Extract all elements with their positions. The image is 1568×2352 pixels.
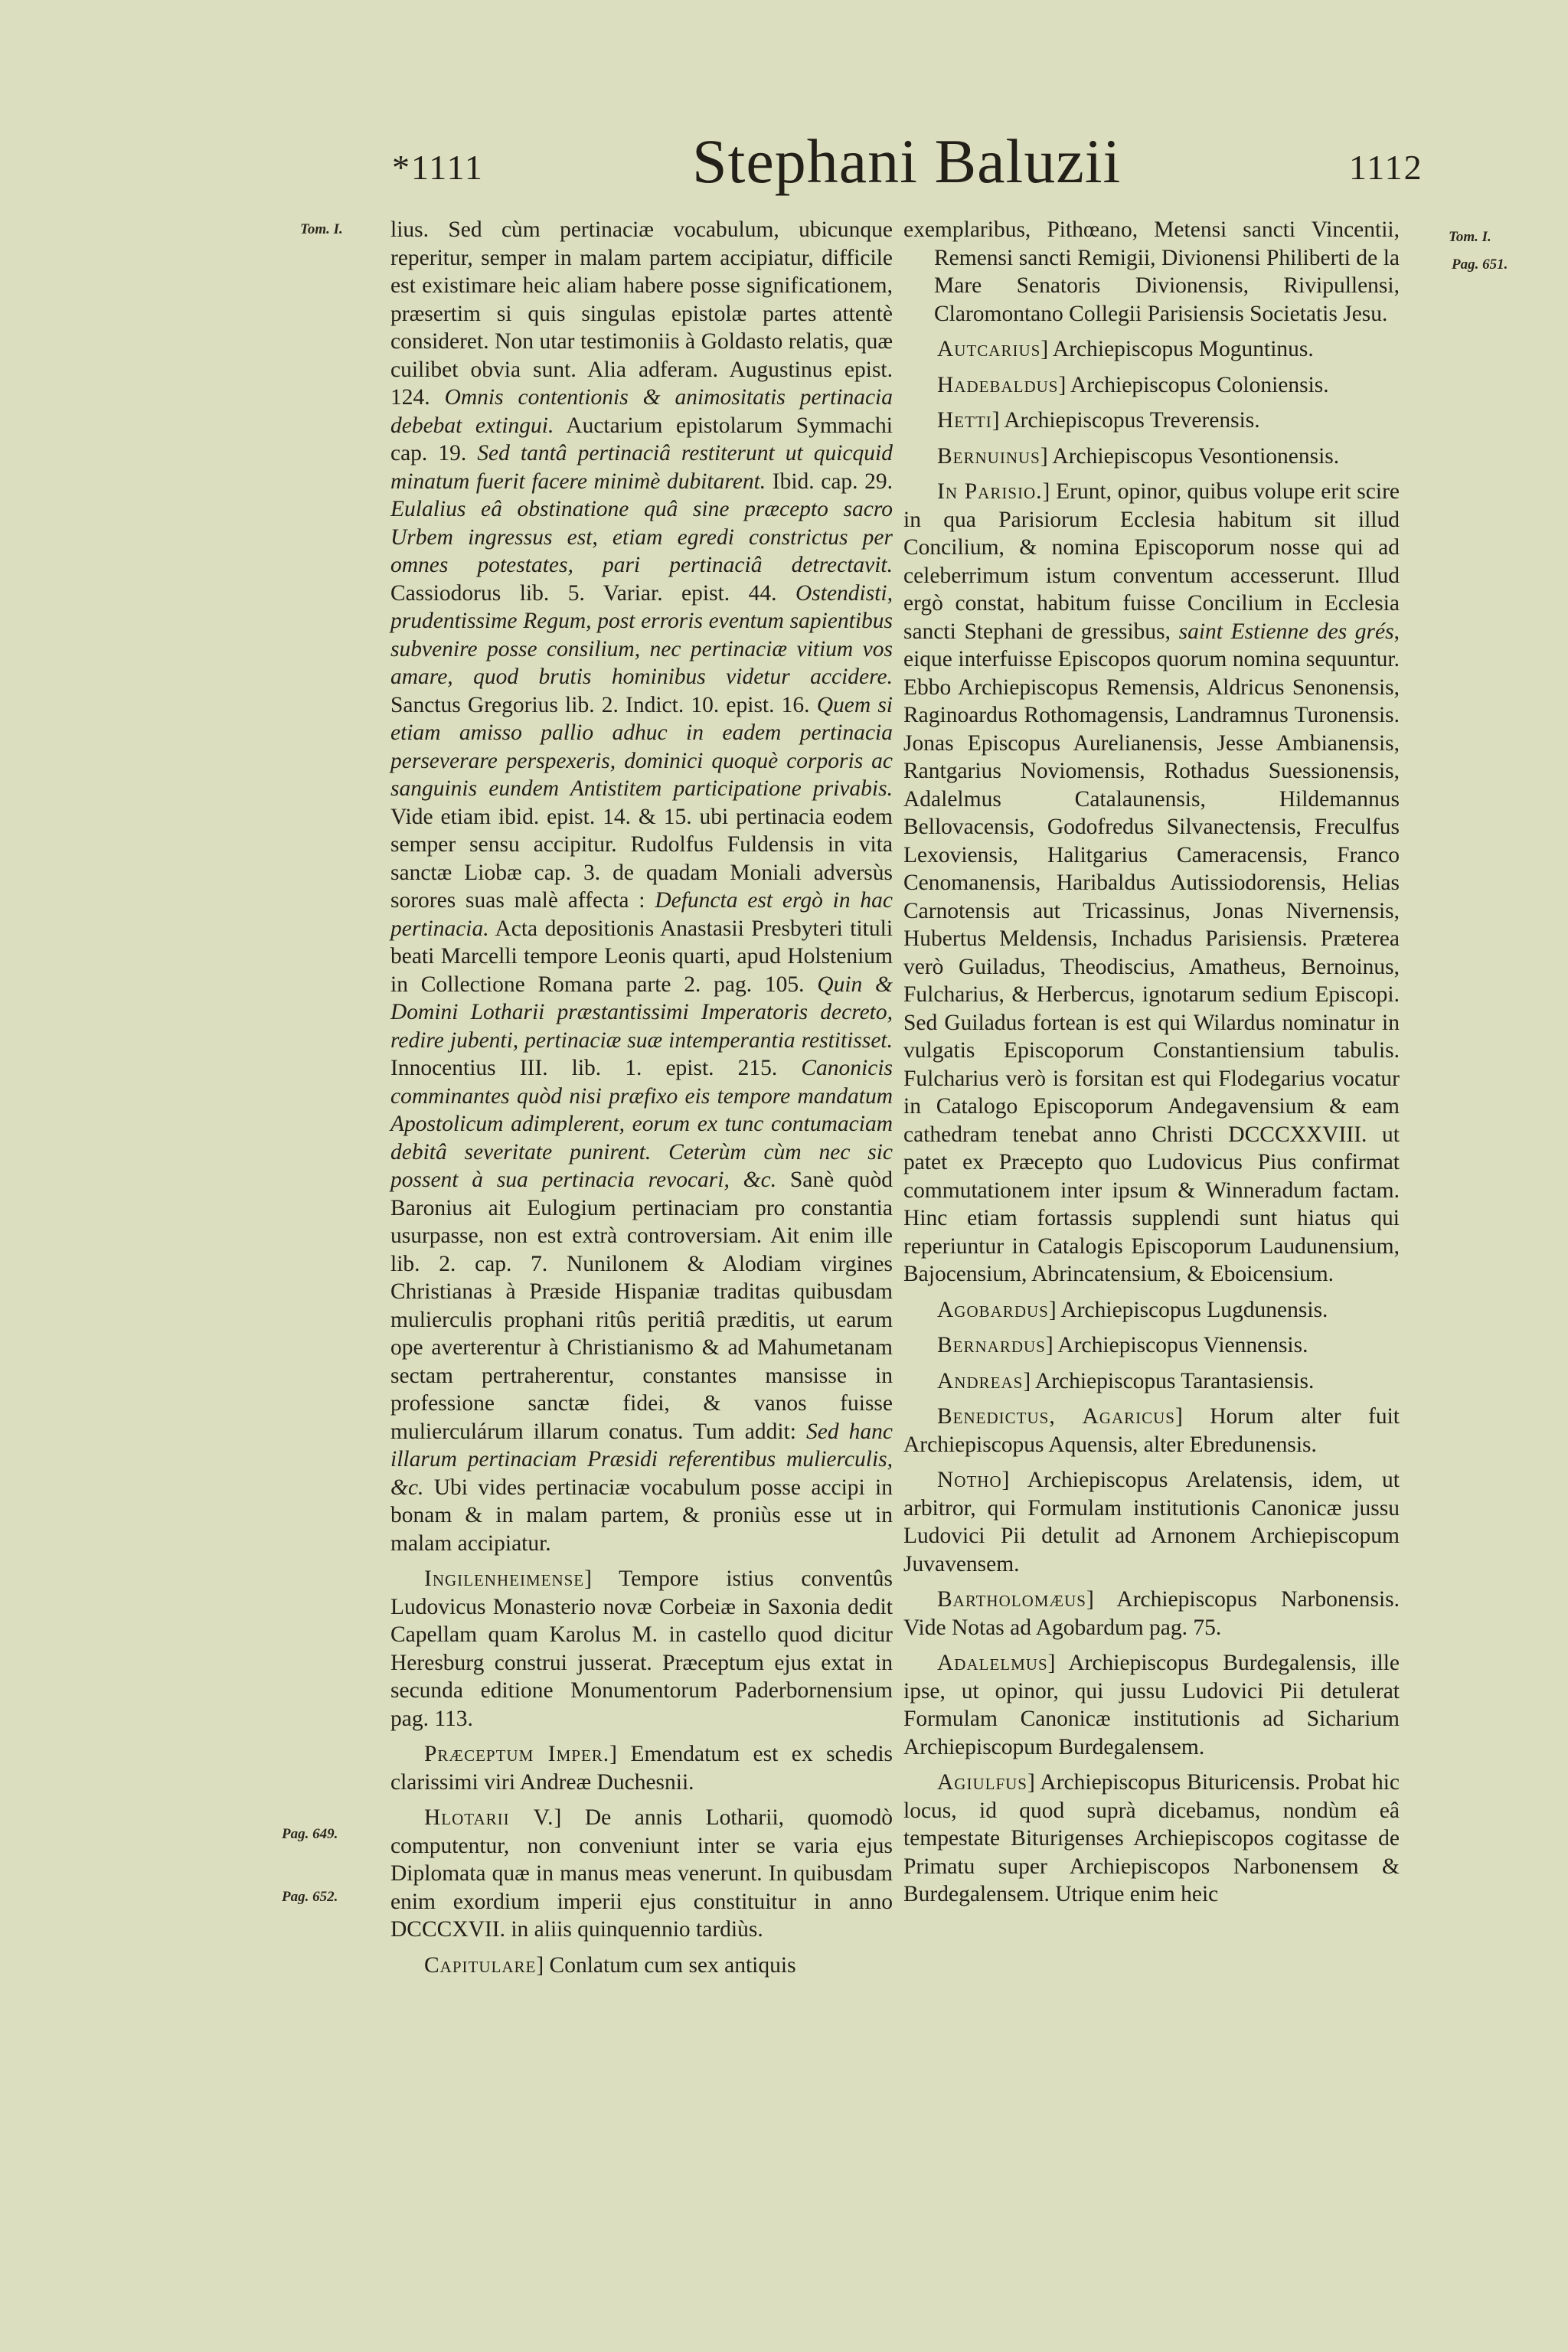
- entry-lemma: Benedictus, Agaricus: [937, 1404, 1175, 1429]
- body-paragraph: lius. Sed cùm pertinaciæ vocabulum, ubicunque reperitur, semper in malam partem accipiatur, difficile est existimare heic aliam habere posse significationem, præsertim si quis singulas epistolæ partes attentè consideret. Non utar testimoniis à Goldasto relatis, quæ cuilibet obvia sunt. Alia adferam. Augustinus epist. 124. Omnis contentionis & animositatis pertinacia debebat extingui. Auctarium epistolarum Symmachi cap. 19. Sed tantâ pertinaciâ restiterunt ut quicquid minatum fuerit facere minimè dubitarent. Ibid. cap. 29. Eulalius eâ obstinatione quâ sine præcepto sacro Urbem ingressus est, etiam egredi constrictus per omnes potestates, pari pertinaciâ detrectavit. Cassiodorus lib. 5. Variar. epist. 44. Ostendisti, prudentissime Regum, post erroris eventum sapientibus subvenire posse consilium, nec pertinaciæ vitium vos amare, quod brutis hominibus videtur accidere. Sanctus Gregorius lib. 2. Indict. 10. epist. 16. Quem si etiam amisso pallio adhuc in eadem pertinacia perseverare perspexeris, dominici quoquè corporis ac sanguinis eundem Antistitem participatione privabis. Vide etiam ibid. epist. 14. & 15. ubi pertinacia eodem semper sensu accipitur. Rudolfus Fuldensis in vita sanctæ Liobæ cap. 3. de quadam Moniali adversùs sorores suas malè affecta : Defuncta est ergò in hac pertinacia. Acta depositionis Anastasii Presbyteri tituli beati Marcelli tempore Leonis quarti, apud Holstenium in Collectione Romana parte 2. pag. 105. Quin & Domini Lotharii præstantissimi Imperatoris decreto, redire jubenti, pertinaciæ suæ intemperantia restitisset. Innocentius III. lib. 1. epist. 215. Canonicis comminantes quòd nisi præfixo eis tempore mandatum Apostolicum adimplerent, eorum ex tunc contumaciam debitâ severitate punirent. Ceterùm cùm nec sic possent à sua pertinacia revocari, &c. Sanè quòd Baronius ait Eulogium pertinaciam pro constantia usurpasse, non est extrà controversiam. Ait enim ille lib. 2. cap. 7. Nunilonem & Alodiam virgines Christianas à Præside Hispaniæ traditas quibusdam mulierculis prophani ritûs peritiâ præditis, ut earum ope averterentur à Christianismo & ad Mahumetanam sectam pertraherentur, constantes mansisse in professione sanctæ fidei, & vanos fuisse mulierculárum illarum conatus. Tum addit: Sed hanc illarum pertinaciam Præsidi referentibus mulierculis, &c. Ubi vides pertinaciæ vocabulum posse accipi in bonam & in malam partem, & proniùs esse ut in malam accipiatur.: [390, 217, 893, 1556]
- note-entry: Agiulfus] Archiepiscopus Bituricensis. Probat hic locus, id quod suprà dicebamus, nondùm eâ tempestate Biturigenses Archiepiscopos cogitasse de Primatu super Archiepiscopos Narbonensem & Burdegalensem. Utrique enim heic: [903, 1770, 1400, 1906]
- entry-lemma: Bernardus: [937, 1333, 1046, 1357]
- entry-lemma: Hetti: [937, 408, 992, 433]
- note-entry: Bernardus] Archiepiscopus Viennensis.: [937, 1333, 1308, 1357]
- entry-lemma: In Parisio.: [937, 479, 1043, 504]
- entry-lemma: Autcarius: [937, 337, 1041, 361]
- note-entry: Ingilenheimense] Tempore istius conventûs Ludovicus Monasterio novæ Corbeiæ in Saxonia dedit Capellam quam Karolus M. in castello quod dicitur Heresburg construi jusserat. Præceptum ejus extat in secunda editione Monumentorum Paderbornensium pag. 113.: [390, 1566, 893, 1731]
- margin-page-ref-right: Pag. 651.: [1452, 256, 1508, 273]
- entry-lemma: Bartholomæus: [937, 1587, 1086, 1612]
- note-entry: Notho] Archiepiscopus Arelatensis, idem, ut arbitror, qui Formulam institutionis Canonicæ jussu Ludovici Pii detulit ad Arnonem Archiepiscopum Juvavensem.: [903, 1468, 1400, 1576]
- entry-lemma: Ingilenheimense: [424, 1566, 585, 1591]
- entry-lemma: Bernuinus: [937, 443, 1040, 469]
- note-entry: Præceptum Imper.] Emendatum est ex schedis clarissimi viri Andreæ Duchesnii.: [390, 1742, 893, 1795]
- note-entry: Hadebaldus] Archiepiscopus Coloniensis.: [937, 372, 1329, 397]
- note-entry: Adalelmus] Archiepiscopus Burdegalensis, ille ipse, ut opinor, qui jussu Ludovici Pii detulerat Formulam Canonicæ institutionis ad Sicharium Archiepiscopum Burdegalensem.: [903, 1651, 1400, 1759]
- entry-lemma: Capitulare: [424, 1952, 537, 1978]
- entry-lemma: Andreas: [937, 1368, 1024, 1393]
- body-paragraph: exemplaribus, Pithœano, Metensi sancti Vincentii, Remensi sancti Remigii, Divionensi Philiberti de la Mare Senatoris Divionensis, Rivipullensi, Claromontano Collegii Parisiensis Societatis Jesu.: [903, 217, 1400, 326]
- note-entry: Hetti] Archiepiscopus Treverensis.: [937, 408, 1260, 433]
- entry-lemma: Hadebaldus: [937, 372, 1059, 397]
- running-title: Stephani Baluzii: [692, 126, 1122, 196]
- margin-tome-left: Tom. I.: [300, 221, 343, 237]
- note-entry: In Parisio.] Erunt, opinor, quibus volupe erit scire in qua Parisiorum Ecclesia habitum sit illud Concilium, & nomina Episcoporum nosse qui ad celeberrimum istum conventum accesserunt. Illud ergò constat, habitum fuisse Concilium in Ecclesia sancti Stephani de gressibus, saint Estienne des grés, eique interfuisse Episcopos quorum nomina sequuntur. Ebbo Archiepiscopus Remensis, Aldricus Senonensis, Raginoardus Rothomagensis, Landramnus Turonensis. Jonas Episcopus Aurelianensis, Jesse Ambianensis, Rantgarius Noviomensis, Rothadus Suessionensis, Adalelmus Catalaunensis, Hildemannus Bellovacensis, Godofredus Silvanectensis, Freculfus Lexoviensis, Halitgarius Cameracensis, Franco Cenomanensis, Haribaldus Autissiodorensis, Helias Carnotensis aut Tricassinus, Jonas Nivernensis, Hubertus Meldensis, Inchadus Parisiensis. Præterea verò Guiladus, Theodiscius, Amatheus, Bernoinus, Fulcharius, & Herbercus, ignotarum sedium Episcopi. Sed Guiladus fortean is est qui Wilardus nominatur in vulgatis Episcoporum Constantiensium tabulis. Fulcharius verò is forsitan est qui Flodegarius vocatur in Catalogo Episcoporum Andegavensium & eam cathedram tenebat anno Christi DCCCXXVIII. ut patet ex Præcepto quo Ludovicus Pius confirmat commutationem inter ipsum & Winneradum factam. Hinc etiam fortassis supplendi sunt hiatus qui reperiuntur in Catalogis Episcoporum Laudunensium, Bajocensium, Abrincatensium, & Eboicensium.: [903, 479, 1400, 1286]
- note-entry: Hlotarii V.] De annis Lotharii, quomodò computentur, non conveniunt inter se varia ejus Diplomata quæ in manus meas venerunt. In quibusdam enim exordium imperii ejus constituitur in anno DCCCXVII. in aliis quinquennio tardiùs.: [390, 1805, 893, 1942]
- entry-lemma: Hlotarii V.: [424, 1805, 554, 1830]
- entry-lemma: Agiulfus: [937, 1770, 1027, 1795]
- note-entry: Autcarius] Archiepiscopus Moguntinus.: [937, 337, 1314, 361]
- entry-lemma: Adalelmus: [937, 1651, 1048, 1675]
- left-column: [390, 216, 893, 1979]
- entry-lemma: Agobardus: [937, 1297, 1049, 1322]
- note-entry: Bernuinus] Archiepiscopus Vesontionensis.: [937, 443, 1340, 469]
- page-number-left: *1111: [392, 148, 484, 187]
- note-entry: Bartholomæus] Archiepiscopus Narbonensis. Vide Notas ad Agobardum pag. 75.: [903, 1587, 1400, 1640]
- right-column: [903, 216, 1400, 1909]
- note-entry: Andreas] Archiepiscopus Tarantasiensis.: [937, 1368, 1315, 1393]
- margin-page-ref-649: Pag. 649.: [282, 1826, 338, 1842]
- note-entry: Benedictus, Agaricus] Horum alter fuit Archiepiscopus Aquensis, alter Ebredunensis.: [903, 1404, 1400, 1457]
- margin-tome-right: Tom. I.: [1449, 229, 1491, 245]
- entry-lemma: Notho: [937, 1468, 1002, 1492]
- page-header: [0, 126, 1568, 199]
- note-entry: Agobardus] Archiepiscopus Lugdunensis.: [937, 1297, 1328, 1322]
- margin-page-ref-652: Pag. 652.: [282, 1889, 338, 1905]
- entry-lemma: Præceptum Imper.: [424, 1742, 610, 1766]
- page-number-right: 1112: [1349, 148, 1423, 187]
- note-entry: Capitulare] Conlatum cum sex antiquis: [424, 1952, 796, 1978]
